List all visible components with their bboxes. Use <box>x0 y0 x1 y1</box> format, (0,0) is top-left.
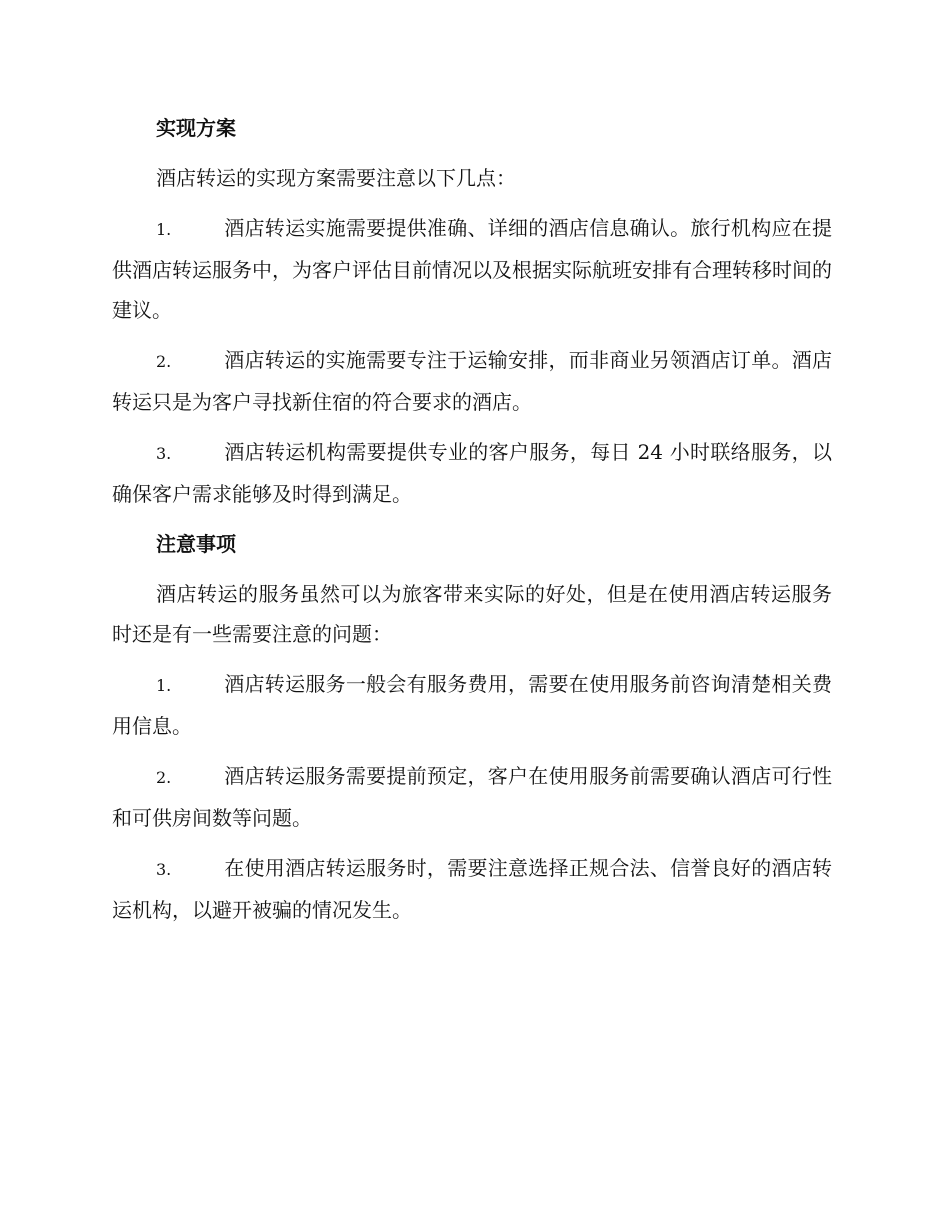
list-item <box>112 340 832 422</box>
list-item-number: 1. <box>156 676 172 695</box>
document-page <box>112 108 832 940</box>
section-intro: 酒店转运的实现方案需要注意以下几点： <box>156 166 516 190</box>
list-item-text: 在使用酒店转运服务时，需要注意选择正规合法、信誉良好的酒店转运机构，以避开被骗的情况发生。 <box>112 856 832 922</box>
list-item <box>112 756 832 838</box>
list-item <box>112 208 832 330</box>
list-item-number: 3. <box>156 860 172 879</box>
section-precautions <box>112 524 832 930</box>
list-item <box>112 664 832 746</box>
list-item-text: 酒店转运服务需要提前预定，客户在使用服务前需要确认酒店可行性和可供房间数等问题。 <box>112 764 832 830</box>
section-heading: 注意事项 <box>156 532 236 556</box>
list-item-text: 酒店转运服务一般会有服务费用，需要在使用服务前咨询清楚相关费用信息。 <box>112 672 832 738</box>
list-item-number: 2. <box>156 352 172 371</box>
list-item-text: 酒店转运的实施需要专注于运输安排，而非商业另领酒店订单。酒店转运只是为客户寻找新住宿的符合要求的酒店。 <box>112 348 832 414</box>
list-item-text: 酒店转运实施需要提供准确、详细的酒店信息确认。旅行机构应在提供酒店转运服务中，为客户评估目前情况以及根据实际航班安排有合理转移时间的建议。 <box>112 216 832 322</box>
list-item <box>112 432 832 514</box>
list-item-number: 1. <box>156 220 172 239</box>
list-item-number: 2. <box>156 768 172 787</box>
section-heading: 实现方案 <box>156 116 236 140</box>
section-implementation <box>112 108 832 514</box>
list-item-number: 3. <box>156 444 172 463</box>
section-intro: 酒店转运的服务虽然可以为旅客带来实际的好处，但是在使用酒店转运服务时还是有一些需要注意的问题： <box>112 582 832 646</box>
list-item-text: 酒店转运机构需要提供专业的客户服务，每日 24 小时联络服务，以确保客户需求能够及时得到满足。 <box>112 440 832 506</box>
list-item <box>112 848 832 930</box>
